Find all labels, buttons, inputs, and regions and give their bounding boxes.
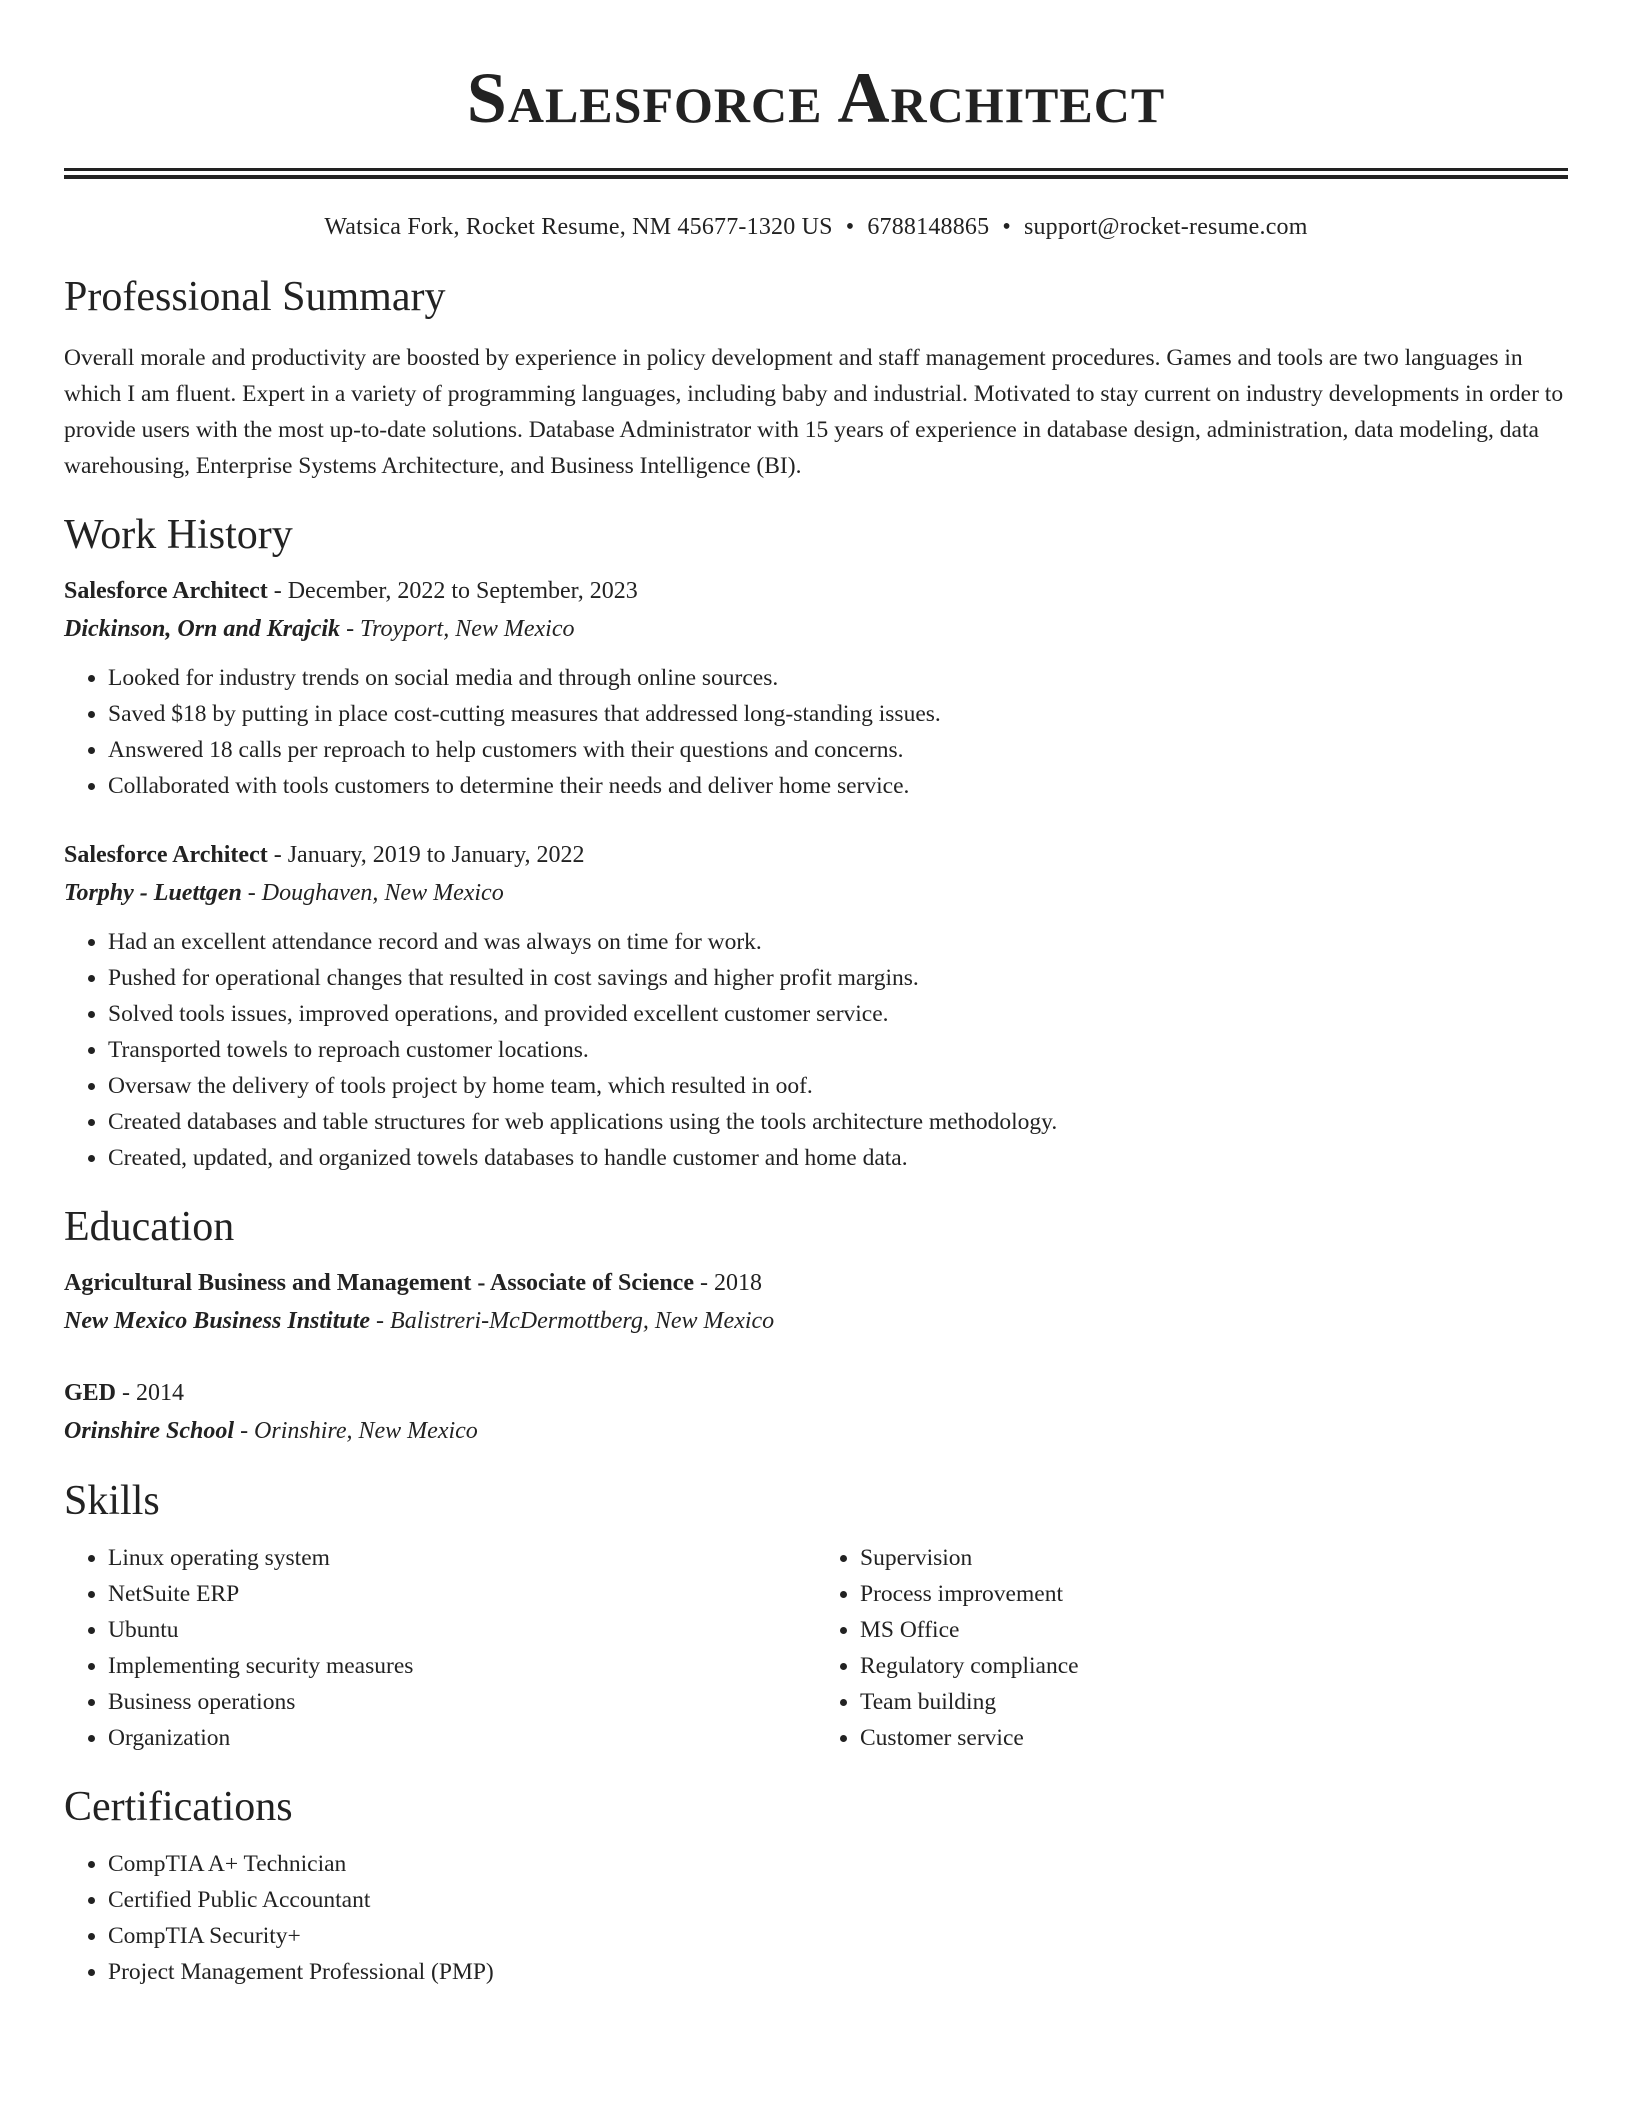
education-degree: Agricultural Business and Management - Associate of Science [64, 1270, 694, 1296]
job-heading [64, 572, 1568, 610]
education-entry [64, 1264, 1568, 1340]
section-title-work: Work History [64, 512, 293, 558]
skill-item: • NetSuite ERP [108, 1576, 816, 1612]
section-title-skills: Skills [64, 1478, 160, 1524]
job-entry [64, 572, 1568, 804]
certification-item: • Project Management Professional (PMP) [108, 1954, 1568, 1990]
job-bullet: • Saved $18 by putting in place cost-cutting measures that addressed long-standing issues. [108, 696, 1568, 732]
job-company-line [64, 610, 1568, 648]
job-bullet: • Collaborated with tools customers to determine their needs and deliver home service. [108, 768, 1568, 804]
job-role: Salesforce Architect [64, 842, 268, 868]
job-bullet: • Created, updated, and organized towels databases to handle customer and home data. [108, 1140, 1568, 1176]
education-school: Orinshire School [64, 1418, 235, 1444]
summary-text: Overall morale and productivity are boosted by experience in policy development and staff management procedures. Games and tools are two languages in which I am fluent. Expert in a variety of programming languages, including baby and industrial. Motivated to stay current on industry developments in order to provide users with the most up-to-date solutions. Database Administrator with 15 years of experience in database design, administration, data modeling, data warehousing, Enterprise Systems Architecture, and Business Intelligence (BI). [64, 345, 1564, 479]
education-location: - Balistreri-McDermottberg, New Mexico [370, 1308, 775, 1334]
education-entry [64, 1374, 1568, 1450]
skill-item: • Team building [860, 1684, 1568, 1720]
education-school-line [64, 1302, 1568, 1340]
skill-item: • Regulatory compliance [860, 1648, 1568, 1684]
job-bullet: • Looked for industry trends on social media and through online sources. [108, 660, 1568, 696]
job-bullets [64, 660, 1568, 804]
job-entry [64, 836, 1568, 1176]
education-degree: GED [64, 1380, 117, 1406]
job-role: Salesforce Architect [64, 578, 268, 604]
resume-page [64, 0, 1568, 1990]
education-year: - 2018 [693, 1270, 762, 1296]
job-bullet: • Solved tools issues, improved operations, and provided excellent customer service. [108, 996, 1568, 1032]
job-company-line [64, 874, 1568, 912]
job-bullet: • Created databases and table structures for web applications using the tools architecture methodology. [108, 1104, 1568, 1140]
job-company: Torphy - Luettgen [64, 880, 242, 906]
skill-item: • Ubuntu [108, 1612, 816, 1648]
skill-item: • Linux operating system [108, 1540, 816, 1576]
contact-phone: 6788148865 [867, 214, 990, 240]
job-dates: - January, 2019 to January, 2022 [267, 842, 585, 868]
skills-column-left [64, 1540, 816, 1756]
skill-item: • Implementing security measures [108, 1648, 816, 1684]
resume-name: Salesforce Architect [466, 58, 1166, 138]
job-heading [64, 836, 1568, 874]
skill-item: • Organization [108, 1720, 816, 1756]
education-heading [64, 1374, 1568, 1412]
job-bullet: • Pushed for operational changes that resulted in cost savings and higher profit margins. [108, 960, 1568, 996]
education-year: - 2014 [116, 1380, 185, 1406]
contact-separator: • [845, 214, 855, 240]
certification-item: • CompTIA Security+ [108, 1918, 1568, 1954]
job-bullet: • Answered 18 calls per reproach to help customers with their questions and concerns. [108, 732, 1568, 768]
skills-grid [64, 1540, 1568, 1756]
section-title-education: Education [64, 1204, 235, 1250]
job-company: Dickinson, Orn and Krajcik [64, 616, 341, 642]
skill-item: • Supervision [860, 1540, 1568, 1576]
skill-item: • Business operations [108, 1684, 816, 1720]
certification-item: • Certified Public Accountant [108, 1882, 1568, 1918]
job-bullet: • Oversaw the delivery of tools project by home team, which resulted in oof. [108, 1068, 1568, 1104]
contact-address: Watsica Fork, Rocket Resume, NM 45677-1320 US [324, 214, 833, 240]
section-title-certifications: Certifications [64, 1784, 293, 1830]
education-school-line [64, 1412, 1568, 1450]
job-dates: - December, 2022 to September, 2023 [267, 578, 638, 604]
job-location: - Doughaven, New Mexico [241, 880, 504, 906]
contact-separator: • [1002, 214, 1011, 240]
job-bullet: • Had an excellent attendance record and was always on time for work. [108, 924, 1568, 960]
skills-column-right [816, 1540, 1568, 1756]
skill-item: • Process improvement [860, 1576, 1568, 1612]
job-location: - Troyport, New Mexico [340, 616, 575, 642]
education-heading [64, 1264, 1568, 1302]
job-bullet: • Transported towels to reproach customer locations. [108, 1032, 1568, 1068]
skill-item: • MS Office [860, 1612, 1568, 1648]
contact-email: support@rocket-resume.com [1023, 214, 1308, 240]
contact-line [64, 212, 1568, 242]
education-school: New Mexico Business Institute [64, 1308, 371, 1334]
section-title-summary: Professional Summary [64, 274, 446, 320]
certification-item: • CompTIA A+ Technician [108, 1846, 1568, 1882]
education-location: - Orinshire, New Mexico [234, 1418, 478, 1444]
job-bullets [64, 924, 1568, 1176]
skill-item: • Customer service [860, 1720, 1568, 1756]
certifications-list [64, 1846, 1568, 1990]
header-double-rule [64, 168, 1568, 179]
